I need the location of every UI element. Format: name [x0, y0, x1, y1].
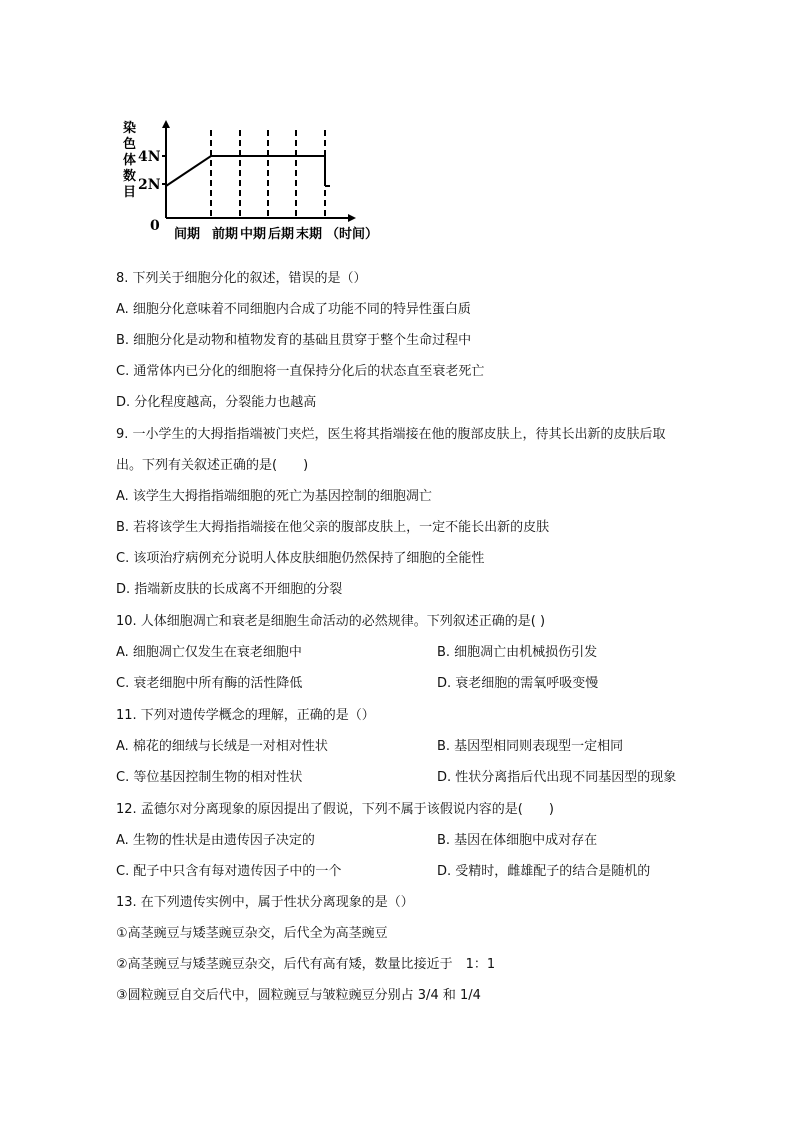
y-tick-label: 0 [150, 218, 160, 234]
question-9-stem-cont: 出。下列有关叙述正确的是( ) [116, 458, 309, 473]
question-12-stem: 12. 孟德尔对分离现象的原因提出了假说，下列不属于该假说内容的是( ) [116, 802, 554, 817]
option: B. 细胞分化是动物和植物发育的基础且贯穿于整个生命过程中 [116, 333, 472, 348]
question-9-stem: 9. 一小学生的大拇指指端被门夹烂，医生将其指端接在他的腹部皮肤上，待其长出新的皮肤后取 [116, 427, 666, 442]
option: B. 若将该学生大拇指指端接在他父亲的腹部皮肤上，一定不能长出新的皮肤 [116, 520, 550, 535]
y-axis-title-char: 色 [123, 137, 137, 152]
option: A. 生物的性状是由遗传因子决定的 [116, 833, 315, 848]
list-item: ②高茎豌豆与矮茎豌豆杂交，后代有高有矮，数量比接近于 1：1 [116, 957, 496, 972]
list-item: ③圆粒豌豆自交后代中，圆粒豌豆与皱粒豌豆分别占 3/4 和 1/4 [116, 988, 481, 1003]
y-axis-arrow [162, 120, 170, 128]
chromosome-series-line [166, 156, 325, 186]
option: D. 受精时，雌雄配子的结合是随机的 [437, 864, 651, 879]
list-item: ①高茎豌豆与矮茎豌豆杂交，后代全为高茎豌豆 [116, 926, 388, 941]
x-tick-label: 末期 [296, 227, 323, 242]
option: A. 该学生大拇指指端细胞的死亡为基因控制的细胞凋亡 [116, 489, 432, 504]
question-11-stem: 11. 下列对遗传学概念的理解，正确的是（） [116, 708, 375, 723]
x-axis-arrow [348, 214, 356, 222]
chromosome-number-chart [118, 118, 418, 248]
x-tick-label: 前期 [212, 227, 239, 242]
option: A. 棉花的细绒与长绒是一对相对性状 [116, 739, 328, 754]
x-tick-label: 间期 [174, 227, 201, 242]
y-axis-title-char: 染 [123, 121, 137, 136]
chart-svg [118, 118, 418, 248]
y-axis-title-char: 数 [123, 169, 137, 184]
option: B. 基因型相同则表现型一定相同 [437, 739, 624, 754]
option: C. 等位基因控制生物的相对性状 [116, 770, 303, 785]
x-tick-label: 后期 [268, 227, 295, 242]
question-8-stem: 8. 下列关于细胞分化的叙述，错误的是（） [116, 271, 367, 286]
option: C. 衰老细胞中所有酶的活性降低 [116, 676, 303, 691]
option: C. 配子中只含有每对遗传因子中的一个 [116, 864, 342, 879]
y-tick-label: 2N [138, 177, 161, 193]
option: D. 指端新皮肤的长成离不开细胞的分裂 [116, 582, 343, 597]
option: D. 分化程度越高，分裂能力也越高 [116, 395, 317, 410]
option: D. 衰老细胞的需氧呼吸变慢 [437, 676, 599, 691]
y-axis-title-char: 体 [123, 153, 137, 168]
option: A. 细胞分化意味着不同细胞内合成了功能不同的特异性蛋白质 [116, 302, 471, 317]
question-13-stem: 13. 在下列遗传实例中，属于性状分离现象的是（） [116, 895, 414, 910]
y-tick-label: 4N [138, 149, 161, 165]
option: B. 基因在体细胞中成对存在 [437, 833, 598, 848]
y-axis-title-char: 目 [123, 185, 137, 200]
option: A. 细胞凋亡仅发生在衰老细胞中 [116, 645, 302, 660]
x-axis-title: （时间） [326, 227, 379, 242]
option: C. 通常体内已分化的细胞将一直保持分化后的状态直至衰老死亡 [116, 364, 485, 379]
option: C. 该项治疗病例充分说明人体皮肤细胞仍然保持了细胞的全能性 [116, 551, 485, 566]
x-tick-label: 中期 [240, 227, 267, 242]
option: B. 细胞凋亡由机械损伤引发 [437, 645, 598, 660]
question-10-stem: 10. 人体细胞凋亡和衰老是细胞生命活动的必然规律。下列叙述正确的是( ) [116, 614, 546, 629]
option: D. 性状分离指后代出现不同基因型的现象 [437, 770, 677, 785]
